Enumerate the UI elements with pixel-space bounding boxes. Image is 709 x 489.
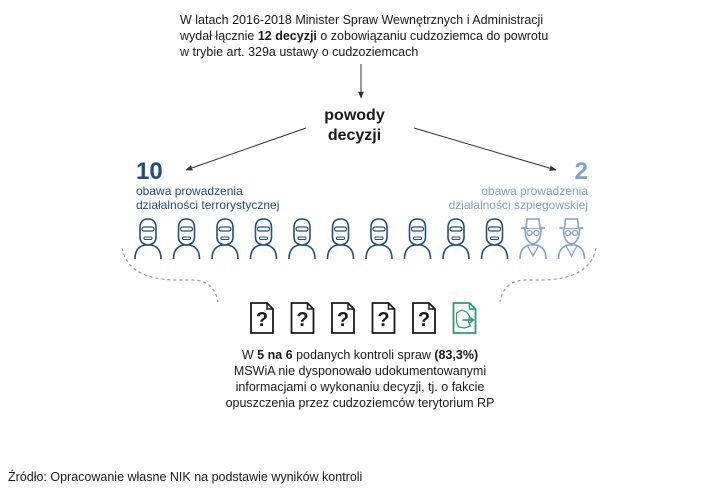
finding-percent: (83,3%) — [434, 348, 479, 362]
finding-line-1-mid: podanych kontroli spraw — [292, 348, 435, 362]
masked-figure-icon — [443, 219, 469, 259]
finding-line-2: MSWiA nie dysponowało udokumentowanymi — [233, 364, 487, 378]
terrorism-label-2: działalności terrorystycznej — [136, 198, 280, 212]
intro-decisions-count: 12 decyzji — [257, 29, 317, 43]
intro-line-3: w trybie art. 329a ustawy o cudzoziemcach — [180, 45, 419, 59]
finding-line-4: opuszczenia przez cudzoziemców terytorium RP — [225, 396, 495, 410]
unknown-document-icon — [413, 303, 435, 333]
masked-figure-icon — [328, 219, 354, 259]
finding-ratio: 5 na 6 — [257, 348, 293, 362]
intro-line-1: W latach 2016-2018 Minister Spraw Wewnętrznych i Administracji — [180, 13, 544, 27]
finding-line-1-start: W — [241, 348, 258, 362]
terrorism-count: 10 — [136, 158, 163, 185]
confirmed-departure-document-icon — [454, 303, 476, 333]
question-mark: ? — [255, 309, 269, 331]
intro-line-2-text: wydał łącznie — [180, 29, 258, 43]
question-mark: ? — [336, 309, 350, 331]
dashed-bracket — [122, 248, 596, 302]
masked-figure-icon — [212, 219, 238, 259]
espionage-label-1: obawa prowadzenia — [481, 184, 588, 198]
question-mark: ? — [377, 309, 390, 331]
unknown-document-icon — [292, 303, 314, 333]
masked-figure-icon — [482, 219, 508, 259]
masked-figure-icon — [366, 219, 392, 259]
terrorism-label-1: obawa prowadzenia — [136, 184, 243, 198]
unknown-document-icon — [332, 303, 354, 333]
arrow-to-espionage — [414, 128, 556, 170]
documents-row — [251, 303, 476, 333]
masked-figure-icon — [174, 219, 200, 259]
question-mark: ? — [296, 309, 309, 331]
spy-figure-icon — [559, 219, 585, 259]
finding-text — [200, 347, 520, 411]
unknown-document-icon — [373, 303, 395, 333]
reasons-line-2: decyzji — [327, 127, 382, 144]
arrow-to-terrorism — [186, 128, 306, 170]
unknown-document-icon — [251, 303, 273, 333]
finding-line-3: informacjami o wykonaniu decyzji, tj. o fakcie — [235, 380, 485, 394]
question-mark: ? — [417, 309, 431, 331]
espionage-label-2: działalności szpiegowskiej — [448, 198, 588, 212]
reasons-line-1: powody — [324, 107, 385, 124]
intro-line-2-rest: o zobowiązaniu cudzoziemca do powrotu — [316, 29, 549, 43]
masked-figure-icon — [289, 219, 315, 259]
espionage-count: 2 — [574, 158, 588, 185]
masked-figure-icon — [135, 219, 161, 259]
masked-figure-icon — [251, 219, 277, 259]
spy-figure-icon — [520, 219, 546, 259]
masked-figure-icon — [405, 219, 431, 259]
finding-line-1 — [200, 347, 520, 363]
source-note: Źródło: Opracowanie własne NIK na podstawie wyników kontroli — [8, 470, 363, 484]
figures-row — [135, 219, 585, 259]
